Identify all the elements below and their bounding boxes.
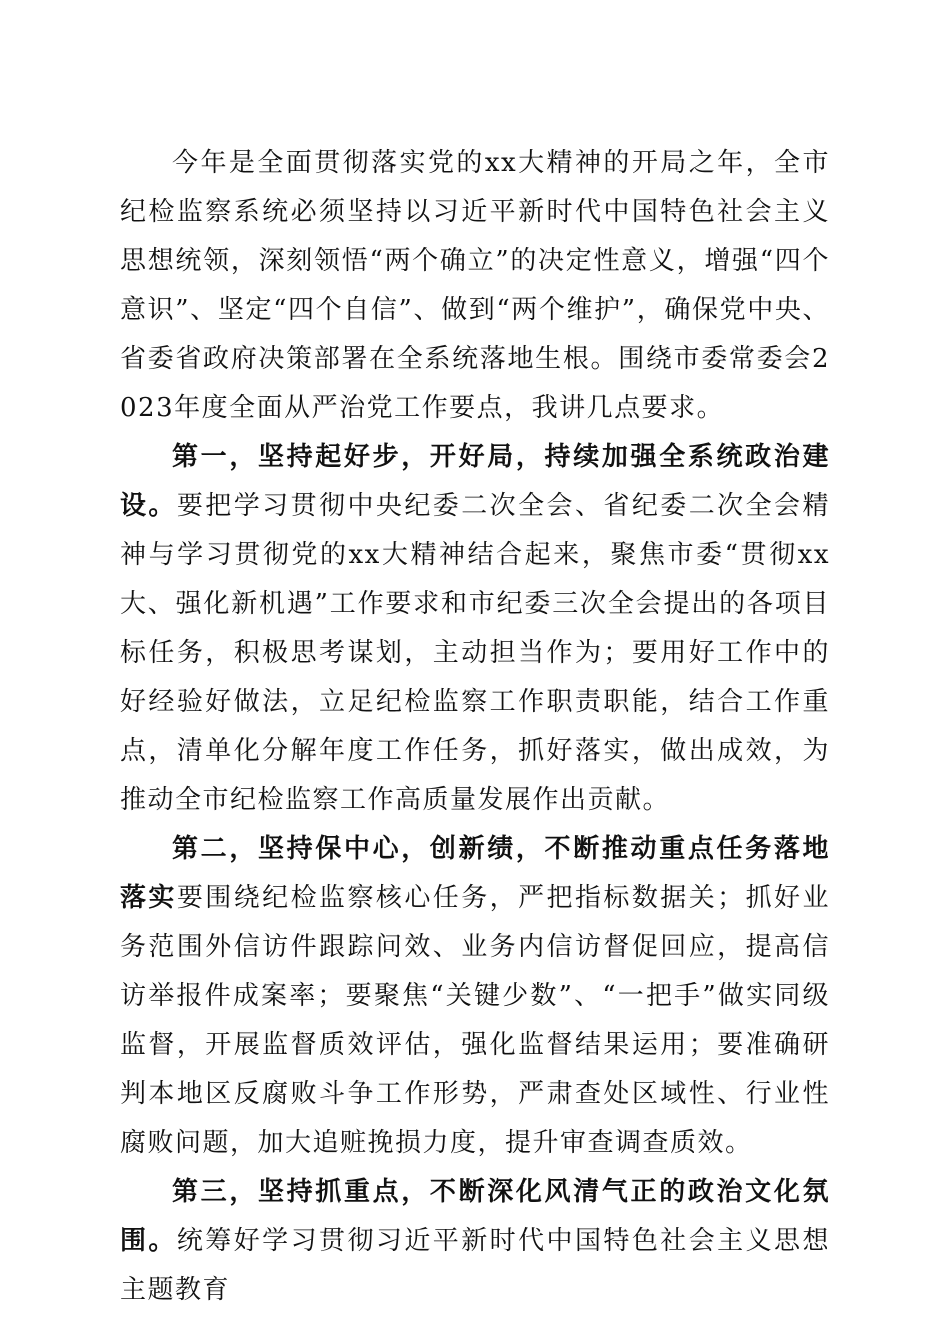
paragraph-second-heading: 第二，坚持保中心，创新绩，不断推动重点任务落地落实 <box>120 834 830 913</box>
paragraph-intro <box>120 139 830 433</box>
paragraph-third-body: 统筹好学习贯彻习近平新时代中国特色社会主义思想主题教育 <box>120 1226 830 1305</box>
paragraph-intro-body: 今年是全面贯彻落实党的xx大精神的开局之年，全市纪检监察系统必须坚持以习近平新时代中国特色社会主义思想统领，深刻领悟“两个确立”的决定性意义，增强“四个意识”、坚定“四个自信”、做到“两个维护”，确保党中央、省委省政府决策部署在全系统落地生根。围绕市委常委会2023年度全面从严治党工作要点，我讲几点要求。 <box>120 148 830 423</box>
paragraph-first-heading: 第一，坚持起好步，开好局，持续加强全系统政治建设。 <box>120 442 830 521</box>
paragraph-third-heading: 第三，坚持抓重点，不断深化风清气正的政治文化氛围。 <box>120 1177 830 1256</box>
document-page <box>120 139 830 1315</box>
paragraph-first <box>120 433 830 825</box>
paragraph-third <box>120 1168 830 1315</box>
paragraph-second <box>120 825 830 1168</box>
paragraph-first-body: 要把学习贯彻中央纪委二次全会、省纪委二次全会精神与学习贯彻党的xx大精神结合起来，聚焦市委“贯彻xx大、强化新机遇”工作要求和市纪委三次全会提出的各项目标任务，积极思考谋划，主动担当作为；要用好工作中的好经验好做法，立足纪检监察工作职责职能，结合工作重点，清单化分解年度工作任务，抓好落实，做出成效，为推动全市纪检监察工作高质量发展作出贡献。 <box>120 491 830 815</box>
paragraph-second-body: 要围绕纪检监察核心任务，严把指标数据关；抓好业务范围外信访件跟踪问效、业务内信访督促回应，提高信访举报件成案率；要聚焦“关键少数”、“一把手”做实同级监督，开展监督质效评估，强化监督结果运用；要准确研判本地区反腐败斗争工作形势，严肃查处区域性、行业性腐败问题，加大追赃挽损力度，提升审查调查质效。 <box>120 883 830 1158</box>
